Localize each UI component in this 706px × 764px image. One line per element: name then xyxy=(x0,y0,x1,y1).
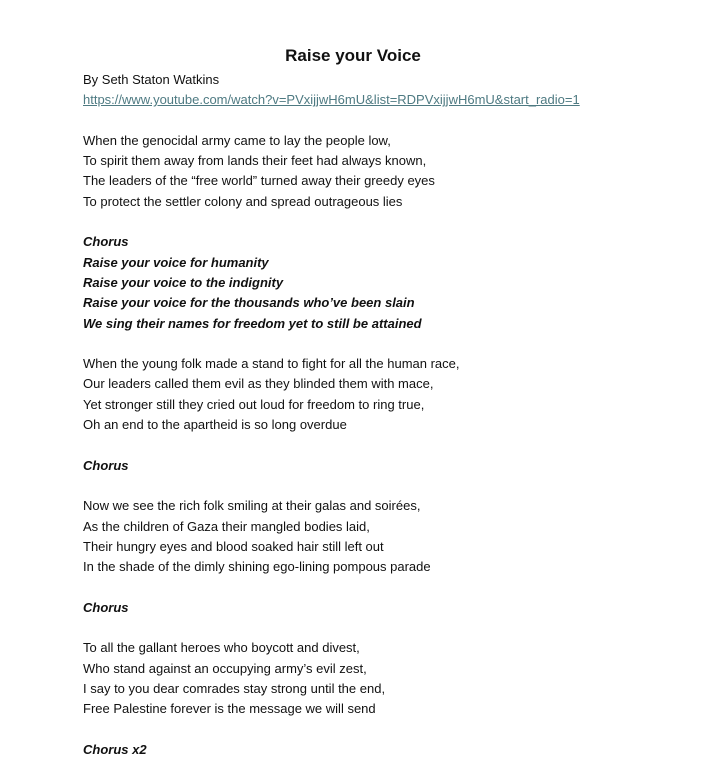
verse-line: To all the gallant heroes who boycott and divest, xyxy=(83,640,360,656)
verse-line: Free Palestine forever is the message we will send xyxy=(83,701,376,717)
verse-line: Oh an end to the apartheid is so long overdue xyxy=(83,417,347,433)
verse-line: Now we see the rich folk smiling at their galas and soirées, xyxy=(83,498,421,514)
blank-line xyxy=(83,435,683,455)
chorus-block xyxy=(83,232,683,333)
blank-line xyxy=(83,618,683,638)
verse-line: I say to you dear comrades stay strong until the end, xyxy=(83,680,386,696)
chorus-label: Chorus xyxy=(83,457,129,473)
chorus-heading: Chorus xyxy=(83,234,129,250)
blank-line xyxy=(83,212,683,232)
verse-line: As the children of Gaza their mangled bodies laid, xyxy=(83,518,370,534)
verse-line: Who stand against an occupying army’s evil zest, xyxy=(83,660,367,676)
song-title: Raise your Voice xyxy=(285,46,421,65)
chorus-line: We sing their names for freedom yet to still be attained xyxy=(83,315,422,331)
chorus-line: Raise your voice to the indignity xyxy=(83,274,284,290)
verse-line: When the young folk made a stand to fight for all the human race, xyxy=(83,356,460,372)
blank-line xyxy=(83,476,683,496)
verse-3 xyxy=(83,496,683,577)
chorus-line: Raise your voice for the thousands who’ve been slain xyxy=(83,295,415,311)
youtube-link[interactable]: https://www.youtube.com/watch?v=PVxijjwH6mU&list=RDPVxijjwH6mU&start_radio=1 xyxy=(83,92,580,108)
verse-line: The leaders of the “free world” turned away their greedy eyes xyxy=(83,173,435,189)
document-body xyxy=(83,70,683,760)
chorus-final-label: Chorus x2 xyxy=(83,741,147,757)
verse-1 xyxy=(83,131,683,212)
blank-line xyxy=(83,720,683,740)
verse-line: When the genocidal army came to lay the people low, xyxy=(83,132,391,148)
verse-4 xyxy=(83,638,683,719)
chorus-line: Raise your voice for humanity xyxy=(83,254,269,270)
blank-line xyxy=(83,334,683,354)
verse-line: Their hungry eyes and blood soaked hair still left out xyxy=(83,538,384,554)
blank-line xyxy=(83,577,683,597)
verse-line: In the shade of the dimly shining ego-lining pompous parade xyxy=(83,559,431,575)
verse-line: To spirit them away from lands their feet had always known, xyxy=(83,153,427,169)
verse-2 xyxy=(83,354,683,435)
verse-line: Yet stronger still they cried out loud for freedom to ring true, xyxy=(83,396,425,412)
blank-line xyxy=(83,111,683,131)
chorus-label: Chorus xyxy=(83,599,129,615)
verse-line: Our leaders called them evil as they blinded them with mace, xyxy=(83,376,434,392)
verse-line: To protect the settler colony and spread outrageous lies xyxy=(83,193,403,209)
author-line: By Seth Staton Watkins xyxy=(83,72,220,87)
